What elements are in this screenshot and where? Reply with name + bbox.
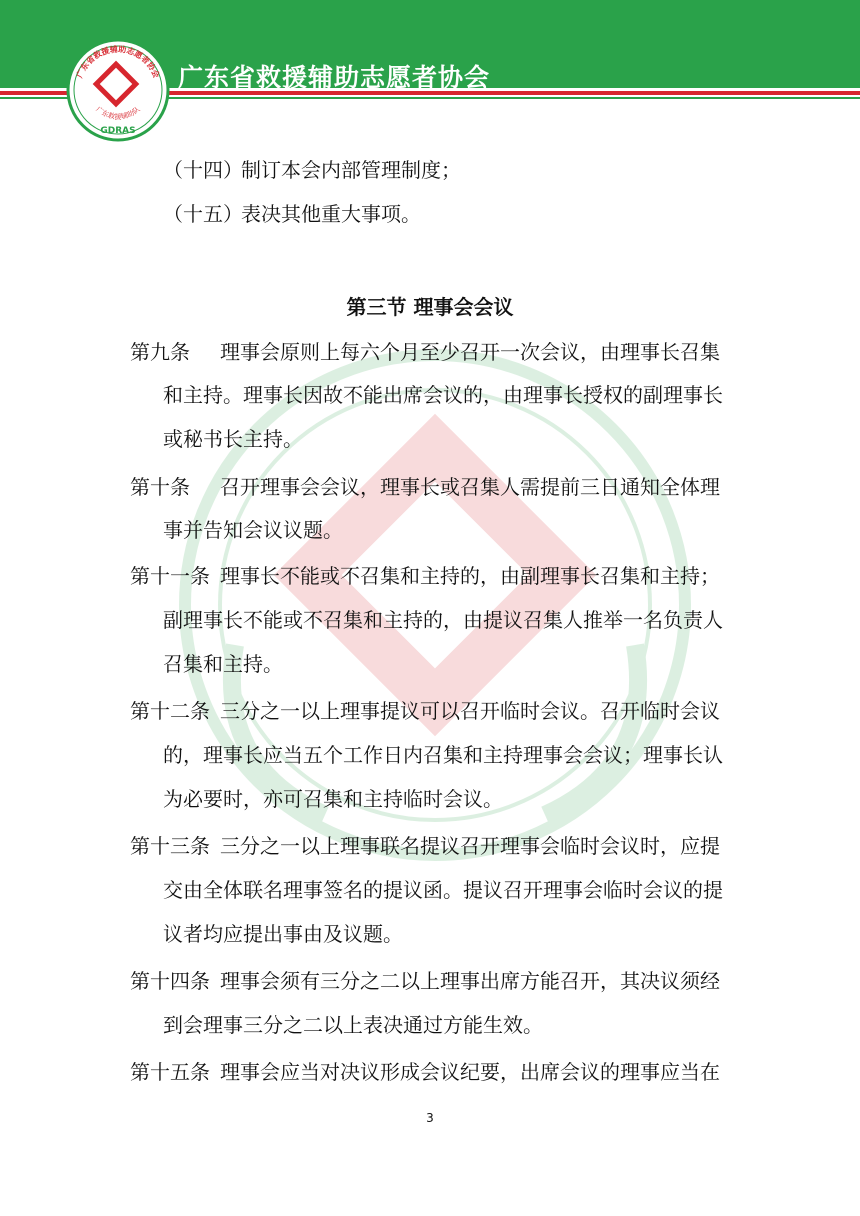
article-line (130, 564, 720, 588)
article-line: 为必要时，亦可召集和主持临时会议。 (163, 787, 503, 811)
item-number: （十五） (163, 202, 243, 226)
page-number: 3 (426, 1111, 434, 1125)
article-line (130, 969, 720, 993)
association-logo (66, 38, 170, 142)
article-line: 交由全体联名理事签名的提议函。提议召开理事会临时会议的提 (163, 878, 723, 902)
article-label: 第十四条 (130, 969, 210, 993)
list-item (163, 202, 421, 226)
article-line (130, 834, 720, 858)
item-text: 制订本会内部管理制度； (241, 158, 461, 182)
article-line: 到会理事三分之二以上表决通过方能生效。 (163, 1013, 543, 1037)
item-text: 表决其他重大事项。 (241, 202, 421, 226)
article-label: 第九条 (130, 340, 190, 364)
article-line (130, 1060, 720, 1084)
article-text: 理事会应当对决议形成会议纪要，出席会议的理事应当在 (220, 1060, 720, 1084)
article-text: 召开理事会会议，理事长或召集人需提前三日通知全体理 (220, 475, 720, 499)
section-title: 第三节 理事会会议 (346, 295, 514, 319)
article-line (130, 475, 720, 499)
article-line: 的，理事长应当五个工作日内召集和主持理事会会议；理事长认 (163, 743, 723, 767)
article-text: 理事长不能或不召集和主持的，由副理事长召集和主持； (220, 564, 720, 588)
article-line: 召集和主持。 (163, 652, 283, 676)
article-line: 副理事长不能或不召集和主持的，由提议召集人推举一名负责人 (163, 608, 723, 632)
list-item (163, 158, 461, 182)
article-line: 和主持。理事长因故不能出席会议的，由理事长授权的副理事长 (163, 383, 723, 407)
org-name: 广东省救援辅助志愿者协会 (178, 63, 491, 92)
article-line (130, 340, 720, 364)
article-text: 三分之一以上理事联名提议召开理事会临时会议时，应提 (220, 834, 720, 858)
article-text: 理事会须有三分之二以上理事出席方能召开，其决议须经 (220, 969, 720, 993)
article-label: 第十条 (130, 475, 190, 499)
svg-text:GDRAS: GDRAS (100, 126, 136, 136)
article-label: 第十一条 (130, 564, 210, 588)
article-text: 理事会原则上每六个月至少召开一次会议，由理事长召集 (220, 340, 720, 364)
article-label: 第十三条 (130, 834, 210, 858)
article-line (130, 699, 720, 723)
item-number: （十四） (163, 158, 243, 182)
svg-text:广东救援辅助队: 广东救援辅助队 (94, 105, 142, 121)
article-label: 第十二条 (130, 699, 210, 723)
article-line: 或秘书长主持。 (163, 427, 303, 451)
article-line: 议者均应提出事由及议题。 (163, 922, 403, 946)
svg-text:广东省救援辅助志愿者协会: 广东省救援辅助志愿者协会 (75, 44, 161, 80)
article-line: 事并告知会议议题。 (163, 518, 343, 542)
article-text: 三分之一以上理事提议可以召开临时会议。召开临时会议 (220, 699, 720, 723)
article-label: 第十五条 (130, 1060, 210, 1084)
